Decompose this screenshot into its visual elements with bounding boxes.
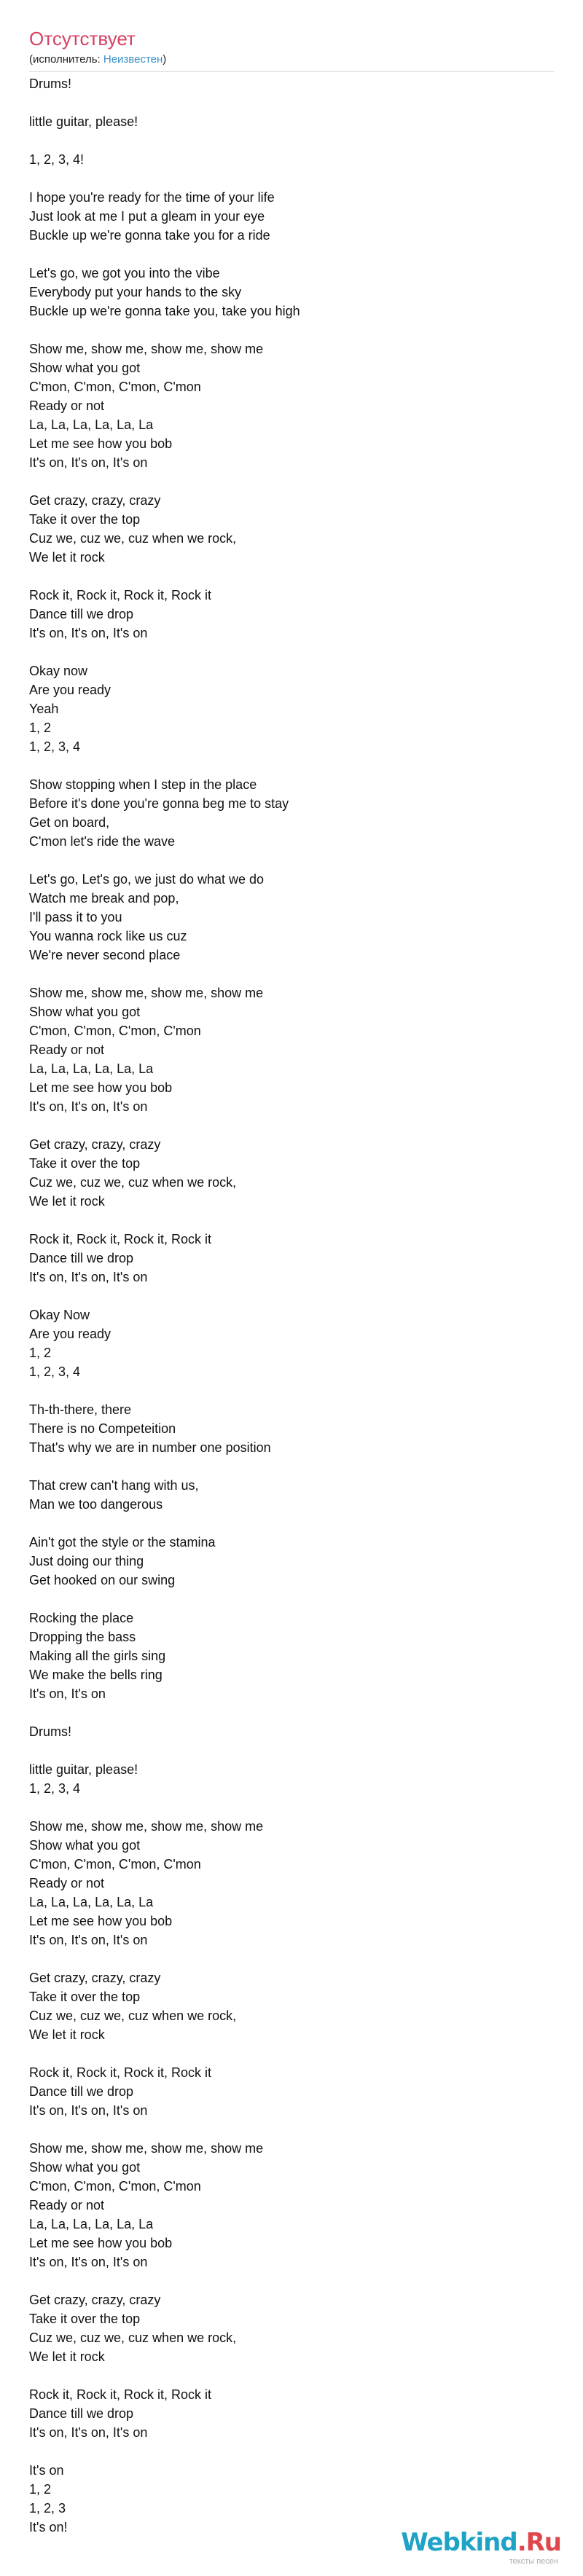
lyric-line: La, La, La, La, La, La bbox=[29, 2217, 154, 2231]
lyric-line: Cuz we, cuz we, cuz when we rock, bbox=[29, 531, 237, 546]
lyric-line: It's on, It's on, It's on bbox=[29, 2103, 148, 2118]
lyric-line: Buckle up we're gonna take you, take you high bbox=[29, 304, 300, 318]
lyric-line: 1, 2, 3, 4 bbox=[29, 1781, 81, 1796]
lyric-line: La, La, La, La, La, La bbox=[29, 1895, 154, 1909]
lyrics-stanza bbox=[29, 661, 554, 756]
lyric-line: Show me, show me, show me, show me bbox=[29, 2141, 264, 2156]
lyric-line: Get crazy, crazy, crazy bbox=[29, 493, 161, 508]
lyric-line: Get crazy, crazy, crazy bbox=[29, 2293, 161, 2307]
lyric-line: That crew can't hang with us, bbox=[29, 1478, 199, 1493]
lyric-line: Get crazy, crazy, crazy bbox=[29, 1971, 161, 1985]
lyric-line: Rocking the place bbox=[29, 1611, 134, 1625]
lyric-line: Show me, show me, show me, show me bbox=[29, 342, 264, 356]
lyric-line: We let it rock bbox=[29, 2349, 105, 2364]
lyric-line: It's on! bbox=[29, 2520, 68, 2534]
lyric-line: C'mon, C'mon, C'mon, C'mon bbox=[29, 2179, 201, 2194]
lyric-line: It's on, It's on, It's on bbox=[29, 626, 148, 640]
lyric-line: 1, 2 bbox=[29, 1346, 52, 1360]
song-header bbox=[29, 26, 554, 72]
lyrics-stanza bbox=[29, 2385, 554, 2442]
lyric-line: Cuz we, cuz we, cuz when we rock, bbox=[29, 2330, 237, 2345]
lyrics-stanza bbox=[29, 2290, 554, 2366]
lyric-line: Get hooked on our swing bbox=[29, 1573, 176, 1587]
lyric-line: C'mon, C'mon, C'mon, C'mon bbox=[29, 380, 201, 394]
lyric-line: 1, 2, 3, 4 bbox=[29, 1364, 81, 1379]
lyric-line: Dropping the bass bbox=[29, 1630, 136, 1644]
lyric-line: 1, 2 bbox=[29, 720, 52, 735]
lyrics-stanza bbox=[29, 983, 554, 1116]
lyric-line: 1, 2 bbox=[29, 2482, 52, 2497]
lyric-line: Cuz we, cuz we, cuz when we rock, bbox=[29, 2008, 237, 2023]
lyrics-stanza bbox=[29, 1476, 554, 1514]
lyric-line: Show stopping when I step in the place bbox=[29, 777, 257, 792]
lyric-line: Show me, show me, show me, show me bbox=[29, 986, 264, 1000]
lyric-line: Let me see how you bob bbox=[29, 1914, 173, 1928]
artist-prefix: (исполнитель: bbox=[29, 53, 103, 66]
lyric-line: Before it's done you're gonna beg me to stay bbox=[29, 796, 289, 811]
lyric-line: We make the bells ring bbox=[29, 1668, 163, 1682]
lyric-line: little guitar, please! bbox=[29, 1762, 138, 1777]
lyrics-body bbox=[29, 74, 554, 2556]
lyric-line: Get on board, bbox=[29, 815, 110, 830]
logo-tagline: тексты песен bbox=[509, 2557, 558, 2566]
artist-suffix: ) bbox=[163, 53, 167, 66]
lyric-line: Ready or not bbox=[29, 2198, 105, 2212]
lyric-line: It's on, It's on, It's on bbox=[29, 455, 148, 470]
lyrics-stanza bbox=[29, 2139, 554, 2271]
lyric-line: Dance till we drop bbox=[29, 607, 134, 621]
logo-wordmark bbox=[401, 2528, 561, 2557]
artist-line bbox=[29, 52, 554, 67]
lyric-line: Take it over the top bbox=[29, 512, 141, 527]
lyric-line: Th-th-there, there bbox=[29, 1402, 132, 1417]
lyric-line: We let it rock bbox=[29, 1194, 105, 1209]
lyrics-stanza bbox=[29, 1609, 554, 1703]
lyric-line: little guitar, please! bbox=[29, 114, 138, 129]
logo-tld-text: .Ru bbox=[517, 2528, 561, 2557]
lyric-line: C'mon, C'mon, C'mon, C'mon bbox=[29, 1024, 201, 1038]
lyrics-stanza bbox=[29, 2461, 554, 2537]
lyrics-stanza bbox=[29, 775, 554, 851]
lyric-line: I'll pass it to you bbox=[29, 910, 122, 924]
lyric-line: 1, 2, 3 bbox=[29, 2501, 66, 2516]
artist-link[interactable]: Неизвестен bbox=[103, 53, 163, 66]
lyric-line: Show what you got bbox=[29, 2160, 141, 2175]
lyric-line: C'mon let's ride the wave bbox=[29, 834, 175, 849]
lyric-line: Just doing our thing bbox=[29, 1554, 144, 1568]
lyric-line: Show what you got bbox=[29, 361, 141, 375]
lyric-line: Watch me break and pop, bbox=[29, 891, 179, 906]
lyric-line: Dance till we drop bbox=[29, 2406, 134, 2421]
lyrics-stanza bbox=[29, 870, 554, 965]
lyric-line: Are you ready bbox=[29, 1327, 111, 1341]
lyrics-stanza bbox=[29, 112, 554, 131]
lyric-line: It's on, It's on, It's on bbox=[29, 2425, 148, 2440]
lyrics-stanza bbox=[29, 1305, 554, 1381]
lyric-line: Let me see how you bob bbox=[29, 2236, 173, 2250]
lyric-line: Ready or not bbox=[29, 1042, 105, 1057]
lyric-line: There is no Competeition bbox=[29, 1421, 176, 1436]
lyric-line: We're never second place bbox=[29, 948, 181, 962]
lyric-line: That's why we are in number one position bbox=[29, 1440, 271, 1455]
lyric-line: 1, 2, 3, 4 bbox=[29, 739, 81, 754]
header-divider bbox=[29, 71, 554, 72]
lyric-line: Dance till we drop bbox=[29, 2084, 134, 2099]
lyric-line: We let it rock bbox=[29, 550, 105, 565]
lyrics-stanza bbox=[29, 1968, 554, 2044]
lyric-line: Okay now bbox=[29, 664, 88, 678]
lyric-line: Get crazy, crazy, crazy bbox=[29, 1137, 161, 1152]
lyric-line: Everybody put your hands to the sky bbox=[29, 285, 242, 299]
lyric-line: Are you ready bbox=[29, 683, 111, 697]
lyric-line: Take it over the top bbox=[29, 1990, 141, 2004]
lyrics-stanza bbox=[29, 264, 554, 321]
lyric-line: Ready or not bbox=[29, 398, 105, 413]
lyric-line: Okay Now bbox=[29, 1308, 90, 1322]
lyric-line: Show me, show me, show me, show me bbox=[29, 1819, 264, 1834]
lyrics-stanza bbox=[29, 1230, 554, 1287]
lyric-line: Ready or not bbox=[29, 1876, 105, 1890]
lyric-line: Show what you got bbox=[29, 1005, 141, 1019]
lyric-line: Drums! bbox=[29, 1724, 71, 1739]
lyric-line: It's on, It's on, It's on bbox=[29, 1933, 148, 1947]
lyric-line: La, La, La, La, La, La bbox=[29, 1061, 154, 1076]
lyric-line: Yeah bbox=[29, 702, 59, 716]
lyric-line: Dance till we drop bbox=[29, 1251, 134, 1265]
lyric-line: Rock it, Rock it, Rock it, Rock it bbox=[29, 2065, 212, 2080]
lyric-line: La, La, La, La, La, La bbox=[29, 417, 154, 432]
logo-main-text: Webkind bbox=[401, 2528, 517, 2557]
lyric-line: Making all the girls sing bbox=[29, 1649, 166, 1663]
lyric-line: Rock it, Rock it, Rock it, Rock it bbox=[29, 1232, 212, 1246]
lyric-line: Cuz we, cuz we, cuz when we rock, bbox=[29, 1175, 237, 1190]
lyrics-stanza bbox=[29, 1400, 554, 1457]
lyric-line: Let me see how you bob bbox=[29, 1080, 173, 1095]
lyrics-stanza bbox=[29, 1135, 554, 1211]
lyric-line: Man we too dangerous bbox=[29, 1497, 163, 1512]
lyric-line: Let's go, Let's go, we just do what we do bbox=[29, 872, 265, 887]
lyrics-stanza bbox=[29, 188, 554, 245]
lyrics-stanza bbox=[29, 491, 554, 567]
lyrics-stanza bbox=[29, 150, 554, 169]
lyric-line: Drums! bbox=[29, 76, 71, 91]
lyrics-stanza bbox=[29, 1760, 554, 1798]
lyric-line: It's on, It's on, It's on bbox=[29, 1099, 148, 1114]
lyrics-stanza bbox=[29, 74, 554, 93]
lyric-line: Take it over the top bbox=[29, 1156, 141, 1171]
lyric-line: Show what you got bbox=[29, 1838, 141, 1853]
lyric-line: We let it rock bbox=[29, 2027, 105, 2042]
lyric-line: C'mon, C'mon, C'mon, C'mon bbox=[29, 1857, 201, 1872]
lyric-line: It's on bbox=[29, 2463, 64, 2478]
lyrics-stanza bbox=[29, 1817, 554, 1949]
site-logo[interactable] bbox=[401, 2528, 561, 2569]
lyrics-stanza bbox=[29, 2063, 554, 2120]
lyric-line: I hope you're ready for the time of your life bbox=[29, 190, 275, 205]
lyric-line: Just look at me I put a gleam in your eye bbox=[29, 209, 265, 224]
lyric-line: Ain't got the style or the stamina bbox=[29, 1535, 216, 1550]
lyric-line: 1, 2, 3, 4! bbox=[29, 152, 85, 167]
lyric-line: It's on, It's on bbox=[29, 1686, 106, 1701]
lyrics-stanza bbox=[29, 339, 554, 472]
lyric-line: Take it over the top bbox=[29, 2312, 141, 2326]
song-title: Отсутствует bbox=[29, 28, 136, 50]
lyric-line: It's on, It's on, It's on bbox=[29, 2255, 148, 2269]
lyric-line: Buckle up we're gonna take you for a ride bbox=[29, 228, 270, 243]
lyrics-stanza bbox=[29, 586, 554, 643]
lyric-line: Rock it, Rock it, Rock it, Rock it bbox=[29, 588, 212, 602]
lyric-line: Let's go, we got you into the vibe bbox=[29, 266, 220, 280]
lyric-line: Rock it, Rock it, Rock it, Rock it bbox=[29, 2387, 212, 2402]
lyric-line: You wanna rock like us cuz bbox=[29, 929, 187, 943]
lyric-line: It's on, It's on, It's on bbox=[29, 1270, 148, 1284]
lyrics-stanza bbox=[29, 1722, 554, 1741]
lyrics-stanza bbox=[29, 1533, 554, 1590]
lyric-line: Let me see how you bob bbox=[29, 436, 173, 451]
